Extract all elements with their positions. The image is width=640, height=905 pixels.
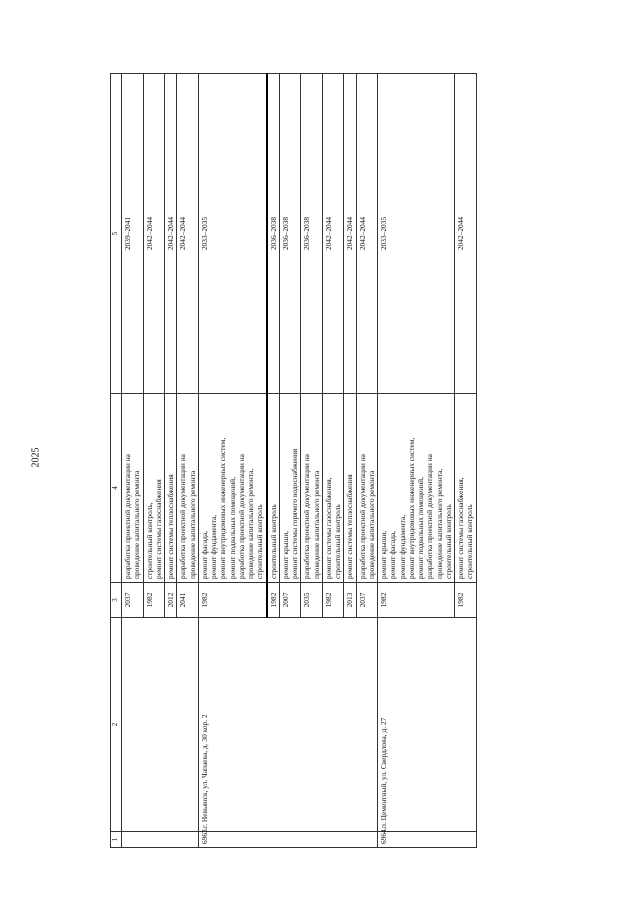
work-cell bbox=[143, 394, 165, 583]
work-line: ремонт фасада, bbox=[199, 531, 209, 579]
page-number-text: 2025 bbox=[30, 447, 42, 467]
period-cell: 2033–2035 bbox=[198, 74, 266, 394]
year-cell: 1982 bbox=[378, 583, 455, 618]
row-number bbox=[122, 832, 199, 848]
year-cell: 1982 bbox=[267, 583, 280, 618]
work-cell bbox=[279, 394, 301, 583]
year-cell: 2012 bbox=[165, 583, 177, 618]
table-row bbox=[198, 74, 266, 848]
rotated-table-container bbox=[110, 74, 530, 848]
year-cell: 1982 bbox=[455, 583, 477, 618]
address-cell: г. Невьянск, ул. Чапаева, д. 30 кор. 2 bbox=[198, 618, 377, 832]
period-cell: 2036–2038 bbox=[279, 74, 301, 394]
period-cell: 2042–2044 bbox=[143, 74, 165, 394]
period-cell: 2042–2044 bbox=[344, 74, 356, 394]
header-cell-4: 4 bbox=[111, 394, 122, 583]
work-line: ремонт системы газоснабжения, bbox=[323, 477, 333, 579]
work-line: проведение капитального ремонта bbox=[311, 470, 321, 579]
year-cell: 2037 bbox=[356, 583, 378, 618]
row-number: 6964. bbox=[378, 832, 477, 848]
period-cell: 2042–2044 bbox=[322, 74, 344, 394]
address-cell: п. Цементный, ул. Свердлова, д. 27 bbox=[378, 618, 477, 832]
work-line: ремонт системы газоснабжения, bbox=[456, 477, 465, 579]
year-cell: 1982 bbox=[322, 583, 344, 618]
work-cell bbox=[356, 394, 378, 583]
work-line: ремонт подвальных помещений, bbox=[227, 477, 237, 579]
table-row bbox=[378, 74, 455, 848]
period-cell: 2036–2038 bbox=[267, 74, 280, 394]
work-line: проведение капитального ремонта, bbox=[434, 468, 444, 579]
year-cell: 1982 bbox=[143, 583, 165, 618]
work-line: строительный контроль bbox=[443, 504, 453, 579]
work-line: разработка проектной документации на bbox=[302, 454, 312, 579]
work-cell bbox=[455, 394, 477, 583]
work-line: ремонт фасада, bbox=[388, 531, 398, 579]
work-line: разработка проектной документации на bbox=[178, 454, 188, 579]
row-number: 6963. bbox=[198, 832, 377, 848]
work-line: разработка проектной документации на bbox=[123, 454, 132, 579]
work-line: ремонт фундамента, bbox=[397, 514, 407, 579]
period-cell: 2042–2044 bbox=[356, 74, 378, 394]
work-line: ремонт системы теплоснабжения bbox=[166, 474, 175, 579]
work-line: строительный контроль bbox=[255, 504, 265, 579]
work-line: проведение капитального ремонта bbox=[132, 470, 142, 579]
header-cell-1: 1 bbox=[111, 832, 122, 848]
work-line: строительный контроль, bbox=[144, 502, 154, 579]
work-cell bbox=[378, 394, 455, 583]
capital-repair-table bbox=[110, 73, 477, 848]
period-cell: 2033–2035 bbox=[378, 74, 455, 394]
work-line: ремонт крыши, bbox=[379, 530, 388, 579]
work-cell bbox=[322, 394, 344, 583]
work-line: строительный контроль bbox=[465, 504, 475, 579]
work-cell bbox=[122, 394, 144, 583]
work-cell bbox=[177, 394, 199, 583]
work-cell bbox=[267, 394, 280, 583]
work-line: ремонт внутридомовых инженерных систем, bbox=[218, 437, 228, 579]
work-line: строительный контроль bbox=[268, 504, 278, 579]
work-line: ремонт подвальных помещений, bbox=[416, 477, 425, 579]
header-cell-2: 2 bbox=[111, 618, 122, 832]
work-line: разработка проектной документации на bbox=[236, 454, 246, 579]
header-cell-5: 5 bbox=[111, 74, 122, 394]
period-cell: 2042–2044 bbox=[177, 74, 199, 394]
work-cell bbox=[165, 394, 177, 583]
period-cell: 2042–2044 bbox=[165, 74, 177, 394]
period-cell: 2042–2044 bbox=[455, 74, 477, 394]
period-cell: 2039–2041 bbox=[122, 74, 144, 394]
year-cell: 2035 bbox=[301, 583, 323, 618]
work-line: проведение капитального ремонта bbox=[366, 470, 376, 579]
work-line: проведение капитального ремонта bbox=[187, 470, 197, 579]
page-number bbox=[29, 447, 43, 467]
work-line: разработка проектной документации на bbox=[357, 454, 367, 579]
table-row bbox=[122, 74, 144, 848]
work-line: разработка проектной документации на bbox=[425, 454, 435, 579]
year-cell: 2041 bbox=[177, 583, 199, 618]
period-cell: 2036–2038 bbox=[301, 74, 323, 394]
work-cell bbox=[344, 394, 356, 583]
work-line: ремонт внутридомовых инженерных систем, bbox=[406, 437, 416, 579]
work-line: ремонт фундамента, bbox=[209, 514, 218, 579]
year-cell: 1982 bbox=[198, 583, 266, 618]
work-line: ремонт системы горячего водоснабжения bbox=[290, 448, 299, 579]
address-cell bbox=[122, 618, 199, 832]
work-cell bbox=[301, 394, 323, 583]
work-line: ремонт системы теплоснабжения bbox=[345, 474, 355, 579]
work-line: проведение капитального ремонта, bbox=[246, 468, 255, 579]
header-row bbox=[111, 74, 122, 848]
year-cell: 2037 bbox=[122, 583, 144, 618]
work-cell bbox=[198, 394, 266, 583]
year-cell: 2007 bbox=[279, 583, 301, 618]
year-cell: 2013 bbox=[344, 583, 356, 618]
header-cell-3: 3 bbox=[111, 583, 122, 618]
work-line: ремонт системы газоснабжения bbox=[153, 479, 163, 579]
work-line: ремонт крыши, bbox=[280, 530, 290, 579]
work-line: строительный контроль bbox=[333, 504, 342, 579]
